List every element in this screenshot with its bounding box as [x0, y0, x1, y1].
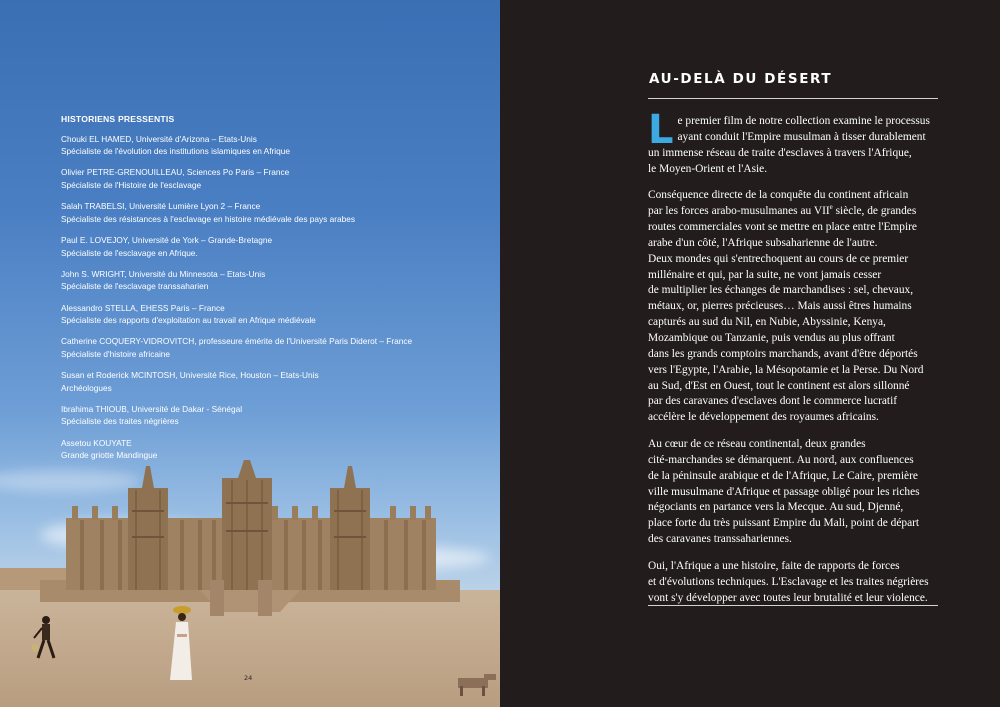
paragraph-conclusion	[648, 559, 944, 607]
text-line: ayant conduit l'Empire musulman à tisser durablement	[677, 130, 926, 143]
text-line: Oui, l'Afrique a une histoire, faite de rapports de forces	[648, 559, 900, 572]
text-line: des caravanes transsahariennes.	[648, 533, 792, 546]
historian-name: Alessandro STELLA, EHESS Paris – France	[61, 302, 225, 313]
text-line: Mozambique ou Tanzanie, puis vendus au plus offrant	[648, 331, 895, 344]
text-line: cité-marchandes se démarquent. Au nord, aux confluences	[648, 453, 914, 466]
text-line: Conséquence directe de la conquête du continent africain	[648, 189, 909, 202]
text-fragment: par les forces arabo-musulmanes au VII	[648, 205, 830, 218]
text-line: vers l'Egypte, l'Arabie, la Mésopotamie et la Perse. Du Nord	[648, 363, 924, 376]
text-line: au Sud, d'Est en Ouest, tout le continent est alors sillonné	[648, 379, 910, 392]
historian-name: Ibrahima THIOUB, Université de Dakar - Sénégal	[61, 403, 243, 414]
text-line: arabe d'un côté, l'Afrique subsaharienne de l'autre.	[648, 236, 878, 249]
bottom-divider	[648, 605, 938, 606]
historian-entry	[61, 234, 491, 259]
historian-entry	[61, 403, 491, 428]
historian-name: John S. WRIGHT, Université du Minnesota – Etats-Unis	[61, 268, 266, 279]
article-body	[648, 107, 944, 617]
donkey-figure	[448, 672, 500, 696]
paragraph-conquest	[648, 188, 944, 426]
historian-entry	[61, 369, 491, 394]
text-line: ville musulmane d'Afrique et passage obligé pour les riches	[648, 485, 920, 498]
historian-name: Paul E. LOVEJOY, Université de York – Grande-Bretagne	[61, 234, 273, 245]
historian-role: Spécialiste des traites négrières	[61, 416, 179, 427]
paragraph-intro	[648, 107, 944, 177]
text-line: Au cœur de ce réseau continental, deux grandes	[648, 438, 866, 451]
historian-role: Spécialiste des résistances à l'esclavage en histoire médiévale des pays arabes	[61, 213, 355, 224]
historian-role: Spécialiste d'histoire africaine	[61, 348, 171, 359]
text-line: accélère le développement des royaumes africains.	[648, 411, 879, 424]
historian-role: Spécialiste de l'esclavage transsaharien	[61, 281, 209, 292]
historian-name: Catherine COQUERY-VIDROVITCH, professeure émérite de l'Université Paris Diderot – France	[61, 336, 413, 347]
text-line: par des caravanes d'esclaves dont le commerce lucratif	[648, 395, 898, 408]
historian-entry	[61, 268, 491, 293]
historian-name: Chouki EL HAMED, Université d'Arizona – Etats-Unis	[61, 133, 257, 144]
text-line: métaux, or, pierres précieuses… Mais aussi êtres humains	[648, 300, 912, 313]
historian-entry	[61, 437, 491, 462]
child-figure	[28, 612, 68, 664]
historian-entry	[61, 133, 491, 158]
text-line: vont s'y développer avec toutes leur brutalité et leur violence.	[648, 591, 928, 604]
historian-role: Spécialiste de l'évolution des institutions islamiques en Afrique	[61, 146, 290, 157]
text-line: millénaire et qui, par la suite, ne vont jamais cesser	[648, 268, 882, 281]
text-line: un immense réseau de traite d'esclaves à travers l'Afrique,	[648, 146, 912, 159]
text-line: négociants en partance vers la Mecque. Au sud, Djenné,	[648, 501, 904, 514]
historian-role: Spécialiste de l'esclavage en Afrique.	[61, 247, 198, 258]
historian-role: Spécialiste des rapports d'exploitation au travail en Afrique médiévale	[61, 315, 316, 326]
text-line: Deux mondes qui s'entrechoquent au cours de ce premier	[648, 252, 909, 265]
woman-figure	[160, 604, 200, 684]
historian-name: Assetou KOUYATE	[61, 437, 132, 448]
historian-name: Salah TRABELSI, Université Lumière Lyon 2 – France	[61, 201, 261, 212]
historian-entry	[61, 166, 491, 191]
superscript: e	[829, 203, 833, 212]
historian-name: Olivier PETRE-GRENOUILLEAU, Sciences Po Paris – France	[61, 167, 290, 178]
title-divider	[648, 98, 938, 99]
historian-role: Spécialiste de l'Histoire de l'esclavage	[61, 179, 202, 190]
text-line: de la péninsule arabique et de l'Afrique, Le Caire, première	[648, 469, 918, 482]
text-line: dans les grands comptoirs marchands, avant d'être déportés	[648, 347, 918, 360]
text-fragment: siècle, de grandes	[832, 205, 917, 218]
text-line: routes commerciales vont se mettre en place entre l'Empire	[648, 221, 917, 234]
historians-title: HISTORIENS PRESSENTIS	[61, 114, 175, 124]
text-line: capturés au sud du Nil, en Nubie, Abyssinie, Kenya,	[648, 316, 886, 329]
drop-cap: L	[648, 107, 674, 153]
text-line	[648, 204, 944, 220]
text-line: et d'évolutions techniques. L'Esclavage et les traites négrières	[648, 575, 929, 588]
text-line: e premier film de notre collection examine le processus	[677, 115, 930, 127]
historian-role: Grande griotte Mandingue	[61, 450, 158, 461]
text-line: place forte du très puissant Empire du Mali, point de départ	[648, 517, 920, 530]
text-line: le Moyen-Orient et l'Asie.	[648, 162, 768, 175]
historian-name: Susan et Roderick MCINTOSH, Université Rice, Houston – Etats-Unis	[61, 370, 319, 381]
page-number: 24	[244, 674, 253, 682]
historian-entry	[61, 335, 491, 360]
historian-entry	[61, 200, 491, 225]
historian-entry	[61, 302, 491, 327]
historian-role: Archéologues	[61, 382, 112, 393]
article-title: AU-DELÀ DU DÉSERT	[649, 71, 833, 87]
text-line: de multiplier les échanges de marchandises : sel, chevaux,	[648, 284, 914, 297]
paragraph-cities	[648, 437, 944, 548]
right-page-text	[500, 0, 1000, 707]
historians-list	[61, 113, 491, 470]
